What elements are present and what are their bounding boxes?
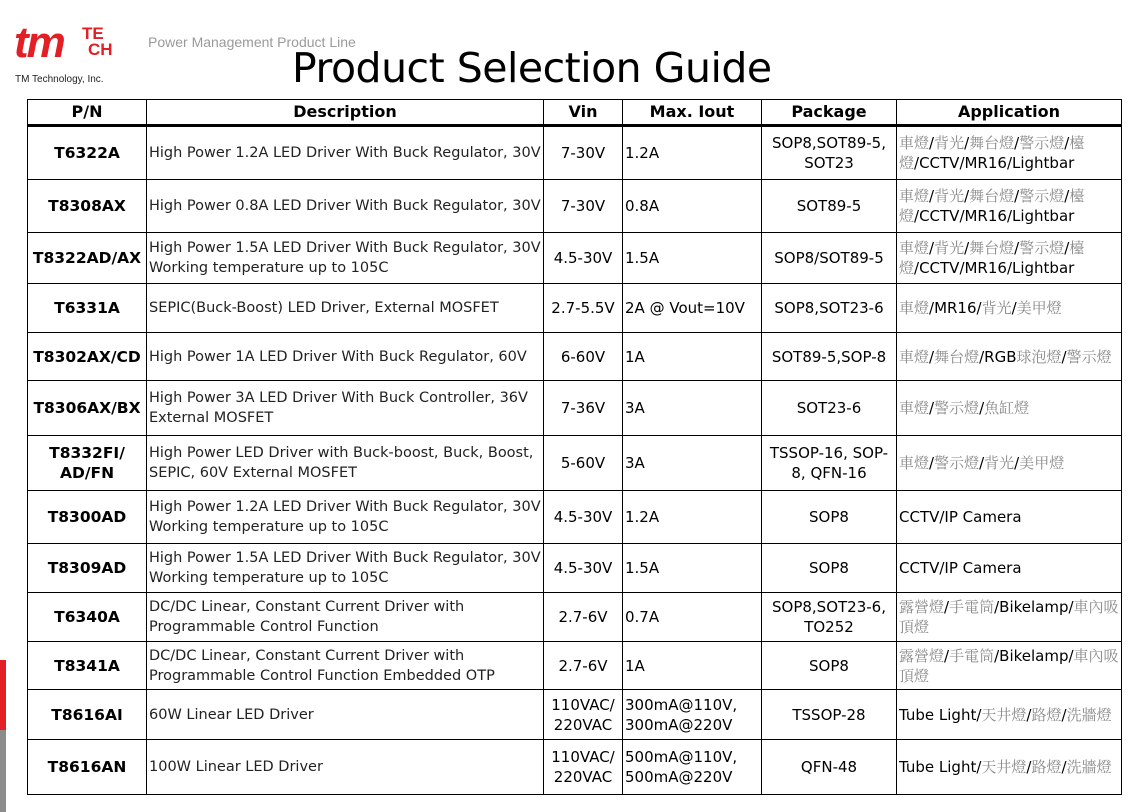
cell-package: SOP8 bbox=[762, 544, 897, 593]
cell-vin: 2.7-5.5V bbox=[544, 284, 623, 333]
cell-application: 車燈/舞台燈/RGB球泡燈/警示燈 bbox=[897, 333, 1122, 381]
logo-tech-line1: TE bbox=[82, 24, 104, 43]
table-row bbox=[28, 690, 1122, 740]
page-subtitle: Power Management Product Line bbox=[148, 34, 356, 50]
cell-max-iout: 1A bbox=[623, 642, 762, 690]
cell-application: 車燈/MR16/背光/美甲燈 bbox=[897, 284, 1122, 333]
cell-description: High Power 1A LED Driver With Buck Regulator, 60V bbox=[147, 333, 544, 381]
cell-max-iout: 1.2A bbox=[623, 491, 762, 544]
cell-pn: T8308AX bbox=[28, 180, 147, 233]
cell-pn: T8332FI/ AD/FN bbox=[28, 436, 147, 491]
cell-package: SOP8/SOT89-5 bbox=[762, 233, 897, 284]
cell-vin: 7-36V bbox=[544, 381, 623, 436]
product-table bbox=[27, 99, 1122, 795]
cell-vin: 110VAC/ 220VAC bbox=[544, 740, 623, 795]
column-header-vin: Vin bbox=[544, 100, 623, 126]
cell-application: 車燈/警示燈/魚缸燈 bbox=[897, 381, 1122, 436]
cell-package: SOP8 bbox=[762, 491, 897, 544]
table-row bbox=[28, 333, 1122, 381]
cell-application: 車燈/背光/舞台燈/警示燈/檯燈/CCTV/MR16/Lightbar bbox=[897, 126, 1122, 180]
table-row bbox=[28, 233, 1122, 284]
decor-bar-grey bbox=[0, 730, 6, 812]
cell-vin: 5-60V bbox=[544, 436, 623, 491]
cell-vin: 2.7-6V bbox=[544, 642, 623, 690]
table-row bbox=[28, 740, 1122, 795]
cell-pn: T8300AD bbox=[28, 491, 147, 544]
cell-package: SOP8 bbox=[762, 642, 897, 690]
cell-description: High Power LED Driver with Buck-boost, Buck, Boost, SEPIC, 60V External MOSFET bbox=[147, 436, 544, 491]
cell-pn: T8306AX/BX bbox=[28, 381, 147, 436]
table-row bbox=[28, 491, 1122, 544]
cell-pn: T6322A bbox=[28, 126, 147, 180]
cell-pn: T8302AX/CD bbox=[28, 333, 147, 381]
table-body bbox=[28, 126, 1122, 795]
table-header-row bbox=[28, 100, 1122, 126]
cell-max-iout: 3A bbox=[623, 436, 762, 491]
cell-package: SOT89-5 bbox=[762, 180, 897, 233]
cell-max-iout: 1.5A bbox=[623, 233, 762, 284]
logo-company-name: TM Technology, Inc. bbox=[15, 74, 104, 85]
table-row bbox=[28, 642, 1122, 690]
table-row bbox=[28, 381, 1122, 436]
cell-application: 車燈/背光/舞台燈/警示燈/檯燈/CCTV/MR16/Lightbar bbox=[897, 233, 1122, 284]
logo-tech-line2: CH bbox=[88, 40, 113, 59]
column-header-description: Description bbox=[147, 100, 544, 126]
cell-description: 100W Linear LED Driver bbox=[147, 740, 544, 795]
page-title: Product Selection Guide bbox=[292, 44, 772, 92]
cell-application: CCTV/IP Camera bbox=[897, 544, 1122, 593]
cell-description: 60W Linear LED Driver bbox=[147, 690, 544, 740]
cell-description: High Power 1.5A LED Driver With Buck Regulator, 30V Working temperature up to 105C bbox=[147, 233, 544, 284]
cell-package: SOP8,SOT23-6, TO252 bbox=[762, 593, 897, 642]
cell-vin: 4.5-30V bbox=[544, 544, 623, 593]
table-row bbox=[28, 593, 1122, 642]
cell-pn: T8616AN bbox=[28, 740, 147, 795]
logo-mark: tm bbox=[14, 18, 64, 67]
cell-application: 車燈/警示燈/背光/美甲燈 bbox=[897, 436, 1122, 491]
cell-pn: T8341A bbox=[28, 642, 147, 690]
cell-pn: T6331A bbox=[28, 284, 147, 333]
logo-tech bbox=[82, 26, 118, 58]
cell-package: SOT23-6 bbox=[762, 381, 897, 436]
column-header-application: Application bbox=[897, 100, 1122, 126]
column-header-pn: P/N bbox=[28, 100, 147, 126]
cell-max-iout: 3A bbox=[623, 381, 762, 436]
cell-max-iout: 500mA@110V, 500mA@220V bbox=[623, 740, 762, 795]
cell-package: SOP8,SOT23-6 bbox=[762, 284, 897, 333]
column-header-max-iout: Max. Iout bbox=[623, 100, 762, 126]
table-row bbox=[28, 544, 1122, 593]
cell-description: High Power 1.2A LED Driver With Buck Regulator, 30V Working temperature up to 105C bbox=[147, 491, 544, 544]
cell-pn: T8309AD bbox=[28, 544, 147, 593]
cell-description: DC/DC Linear, Constant Current Driver with Programmable Control Function Embedded OTP bbox=[147, 642, 544, 690]
cell-vin: 4.5-30V bbox=[544, 491, 623, 544]
cell-max-iout: 300mA@110V, 300mA@220V bbox=[623, 690, 762, 740]
cell-description: High Power 0.8A LED Driver With Buck Regulator, 30V bbox=[147, 180, 544, 233]
cell-package: SOP8,SOT89-5, SOT23 bbox=[762, 126, 897, 180]
column-header-package: Package bbox=[762, 100, 897, 126]
cell-max-iout: 1.2A bbox=[623, 126, 762, 180]
cell-max-iout: 1A bbox=[623, 333, 762, 381]
cell-pn: T6340A bbox=[28, 593, 147, 642]
cell-vin: 4.5-30V bbox=[544, 233, 623, 284]
decor-bar-red bbox=[0, 660, 6, 730]
cell-application: 車燈/背光/舞台燈/警示燈/檯燈/CCTV/MR16/Lightbar bbox=[897, 180, 1122, 233]
cell-vin: 2.7-6V bbox=[544, 593, 623, 642]
cell-max-iout: 1.5A bbox=[623, 544, 762, 593]
cell-application: 露營燈/手電筒/Bikelamp/車內吸頂燈 bbox=[897, 593, 1122, 642]
company-logo bbox=[14, 18, 134, 90]
cell-max-iout: 0.7A bbox=[623, 593, 762, 642]
cell-max-iout: 2A @ Vout=10V bbox=[623, 284, 762, 333]
cell-description: High Power 1.5A LED Driver With Buck Regulator, 30V Working temperature up to 105C bbox=[147, 544, 544, 593]
table-row bbox=[28, 284, 1122, 333]
cell-application: 露營燈/手電筒/Bikelamp/車內吸頂燈 bbox=[897, 642, 1122, 690]
table-row bbox=[28, 180, 1122, 233]
cell-package: TSSOP-28 bbox=[762, 690, 897, 740]
cell-description: SEPIC(Buck-Boost) LED Driver, External MOSFET bbox=[147, 284, 544, 333]
table-row bbox=[28, 436, 1122, 491]
cell-application: Tube Light/天井燈/路燈/洗牆燈 bbox=[897, 740, 1122, 795]
cell-pn: T8616AI bbox=[28, 690, 147, 740]
cell-vin: 6-60V bbox=[544, 333, 623, 381]
cell-description: High Power 3A LED Driver With Buck Controller, 36V External MOSFET bbox=[147, 381, 544, 436]
cell-vin: 7-30V bbox=[544, 180, 623, 233]
cell-application: CCTV/IP Camera bbox=[897, 491, 1122, 544]
cell-vin: 7-30V bbox=[544, 126, 623, 180]
cell-pn: T8322AD/AX bbox=[28, 233, 147, 284]
cell-description: High Power 1.2A LED Driver With Buck Regulator, 30V bbox=[147, 126, 544, 180]
cell-package: QFN-48 bbox=[762, 740, 897, 795]
cell-package: TSSOP-16, SOP-8, QFN-16 bbox=[762, 436, 897, 491]
cell-vin: 110VAC/ 220VAC bbox=[544, 690, 623, 740]
cell-package: SOT89-5,SOP-8 bbox=[762, 333, 897, 381]
cell-description: DC/DC Linear, Constant Current Driver with Programmable Control Function bbox=[147, 593, 544, 642]
cell-max-iout: 0.8A bbox=[623, 180, 762, 233]
table-row bbox=[28, 126, 1122, 180]
cell-application: Tube Light/天井燈/路燈/洗牆燈 bbox=[897, 690, 1122, 740]
